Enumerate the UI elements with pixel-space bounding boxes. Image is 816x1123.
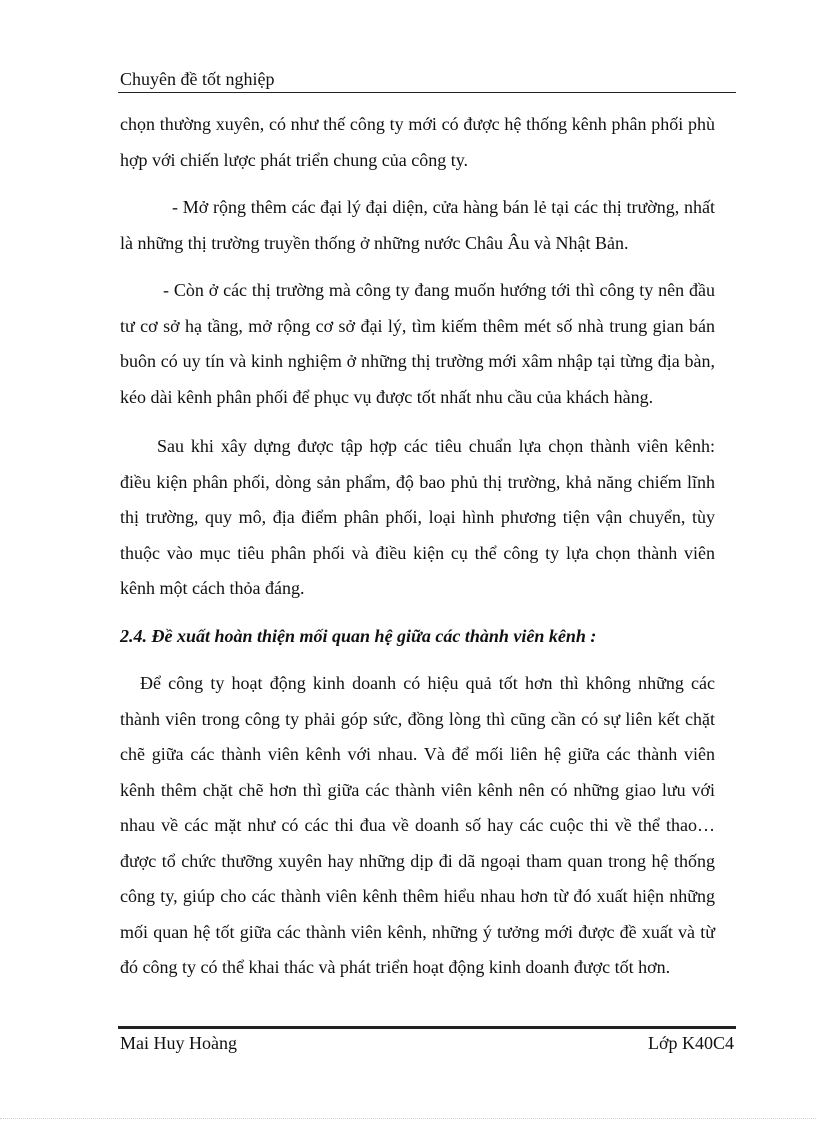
page-bottom-border <box>0 1118 816 1119</box>
section-heading: 2.4. Đề xuất hoàn thiện mối quan hệ giữa các thành viên kênh : <box>120 625 597 646</box>
document-body <box>120 107 715 986</box>
body-paragraph-2: - Mở rộng thêm các đại lý đại diện, cửa hàng bán lẻ tại các thị trường, nhất là những thị trường truyền thống ở những nước Châu Âu và Nhật Bản. <box>120 197 715 253</box>
footer-divider <box>118 1026 736 1029</box>
body-paragraph-3: - Còn ở các thị trường mà công ty đang muốn hướng tới thì công ty nên đầu tư cơ sở hạ tầng, mở rộng cơ sở đại lý, tìm kiếm thêm mét số nhà trung gian bán buôn có uy tín và kinh nghiệm ở những thị trường mới xâm nhập tại từng địa bàn, kéo dài kênh phân phối để phục vụ được tốt nhất nhu cầu của khách hàng. <box>120 280 715 407</box>
header-divider <box>118 92 736 93</box>
footer-author: Mai Huy Hoàng <box>120 1033 237 1053</box>
section-paragraph: Để công ty hoạt động kinh doanh có hiệu quả tốt hơn thì không những các thành viên trong công ty phải góp sức, đồng lòng thì cũng cần có sự liên kết chặt chẽ giữa các thành viên kênh với nhau. Và để mối liên hệ giữa các thành viên kênh thêm chặt chẽ hơn thì giữa các thành viên kênh nên có những giao lưu với nhau về các mặt như có các thi đua về doanh số hay các cuộc thi về thể thao… được tổ chức thưỡng xuyên hay những dịp đi dã ngoại tham quan trong hệ thống công ty, giúp cho các thành viên kênh thêm hiểu nhau hơn từ đó xuất hiện những mối quan hệ tốt giữa các thành viên kênh, những ý tưởng mới được đề xuất và từ đó công ty có thể khai thác và phát triển hoạt động kinh doanh được tốt hơn. <box>120 673 715 977</box>
header-title: Chuyên đề tốt nghiệp <box>120 69 275 89</box>
footer-class: Lớp K40C4 <box>647 1033 734 1053</box>
body-paragraph-1: chọn thường xuyên, có như thế công ty mới có được hệ thống kênh phân phối phù hợp với chiến lược phát triển chung của công ty. <box>120 114 715 170</box>
body-paragraph-4: Sau khi xây dựng được tập hợp các tiêu chuẩn lựa chọn thành viên kênh: điều kiện phân phối, dòng sản phẩm, độ bao phủ thị trường, khả năng chiếm lĩnh thị trường, quy mô, địa điểm phân phối, loại hình phương tiện vận chuyển, tùy thuộc vào mục tiêu phân phối và điều kiện cụ thể công ty lựa chọn thành viên kênh một cách thỏa đáng. <box>120 436 715 598</box>
